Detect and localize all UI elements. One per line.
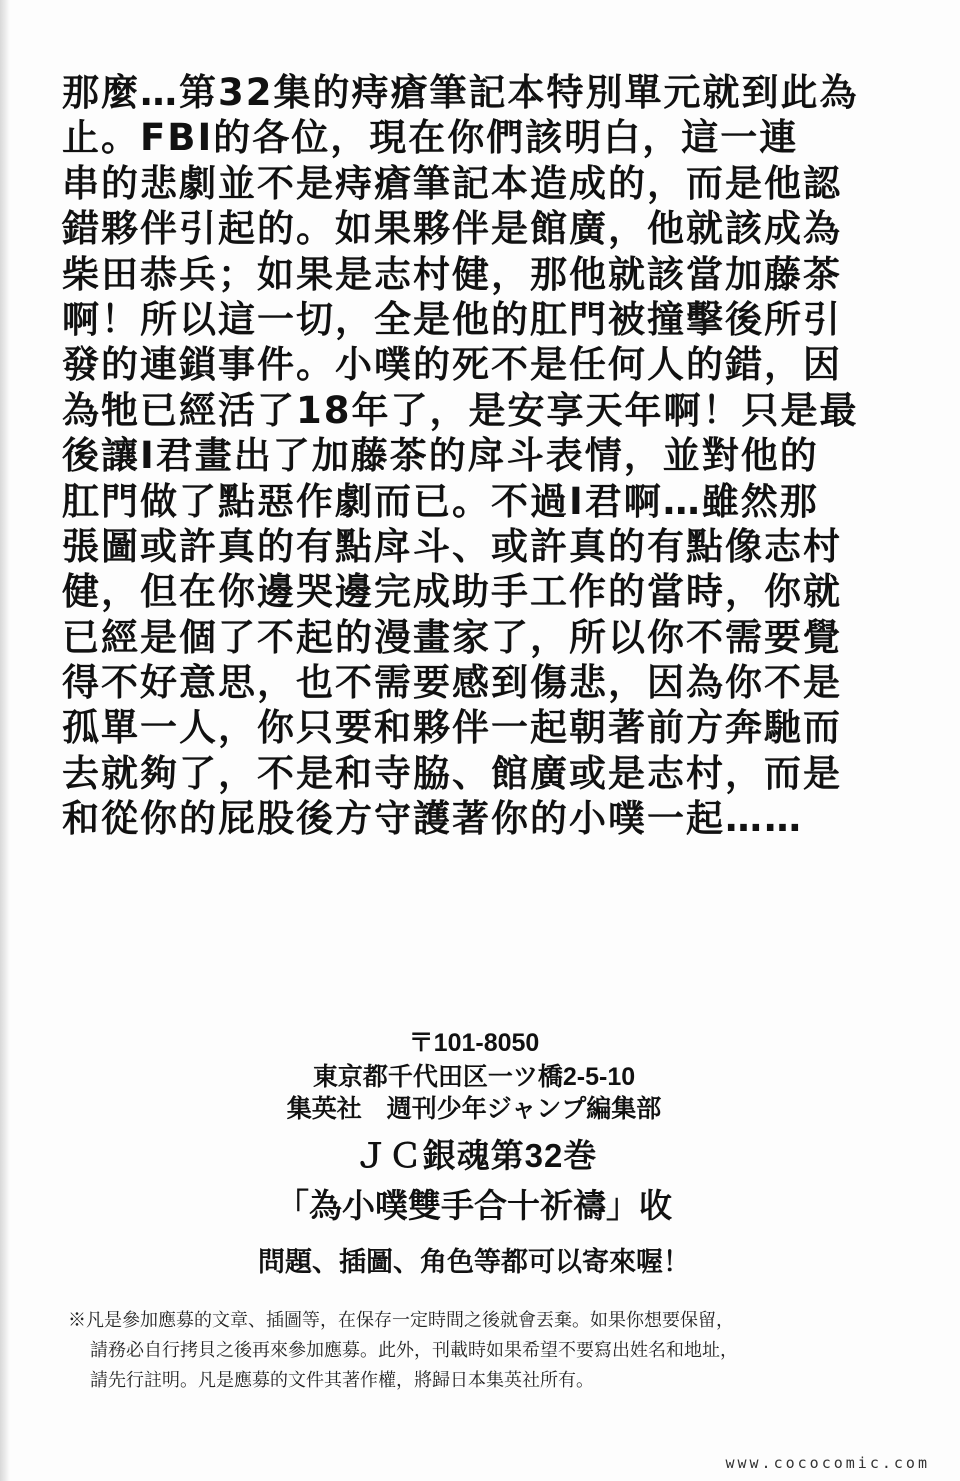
afterword-line: 去就夠了，不是和寺脇、館廣或是志村，而是 (62, 751, 842, 795)
afterword-line: 張圖或許真的有點戽斗、或許真的有點像志村 (62, 524, 842, 568)
afterword-line: 止。FBI的各位，現在你們該明白，這一連 (62, 116, 799, 160)
afterword-line: 串的悲劇並不是痔瘡筆記本造成的，而是他認 (62, 161, 842, 205)
afterword-line: 得不好意思，也不需要感到傷悲，因為你不是 (62, 661, 842, 705)
afterword-line: 孤單一人，你只要和夥伴一起朝著前方奔馳而 (62, 706, 842, 750)
watermark-url: www.cococomic.com (725, 1454, 930, 1472)
afterword-line: 那麼…第32集的痔瘡筆記本特別單元就到此為 (62, 71, 859, 114)
afterword-line: 和從你的屁股後方守護著你的小噗一起…… (62, 797, 803, 841)
afterword-line: 柴田恭兵；如果是志村健，那他就該當加藤茶 (62, 252, 842, 296)
afterword-line: 錯夥伴引起的。如果夥伴是館廣，他就該成為 (62, 207, 842, 251)
postal-code: 〒101-8050 (408, 1029, 540, 1057)
corner-title: 「為小噗雙手合十祈禱」收 (276, 1187, 672, 1224)
afterword-line: 發的連鎖事件。小噗的死不是任何人的錯，因 (62, 343, 842, 387)
submission-notice (68, 1306, 878, 1396)
afterword-line: 啊！所以這一切，全是他的肛門被撞擊後所引 (62, 297, 842, 341)
afterword-text (62, 70, 872, 842)
afterword-line: 為牠已經活了18年了，是安享天年啊！只是最 (62, 388, 859, 432)
afterword-line: 後讓I君畫出了加藤茶的戽斗表情，並對他的 (62, 434, 819, 478)
mailing-address: 東京都千代田区一ツ橋2-5-10 (312, 1063, 636, 1091)
submission-invite: 問題、插圖、角色等都可以寄來喔！ (258, 1247, 690, 1277)
notice-line: ※凡是參加應募的文章、插圖等，在保存一定時間之後就會丟棄。如果你想要保留， (68, 1310, 734, 1331)
afterword-line: 健，但在你邊哭邊完成助手工作的當時，你就 (62, 570, 842, 614)
jc-volume-title: ＪＣ銀魂第32巻 (354, 1137, 598, 1174)
afterword-line: 肛門做了點惡作劇而已。不過I君啊…雖然那 (62, 479, 819, 523)
afterword-line: 已經是個了不起的漫畫家了，所以你不需要覺 (62, 615, 842, 659)
notice-line: 請務必自行拷貝之後再來參加應募。此外，刊載時如果希望不要寫出姓名和地址， (90, 1340, 738, 1361)
notice-line: 請先行註明。凡是應募的文件其著作權，將歸日本集英社所有。 (90, 1370, 594, 1391)
editorial-department: 集英社 週刊少年ジャンプ編集部 (286, 1095, 662, 1123)
